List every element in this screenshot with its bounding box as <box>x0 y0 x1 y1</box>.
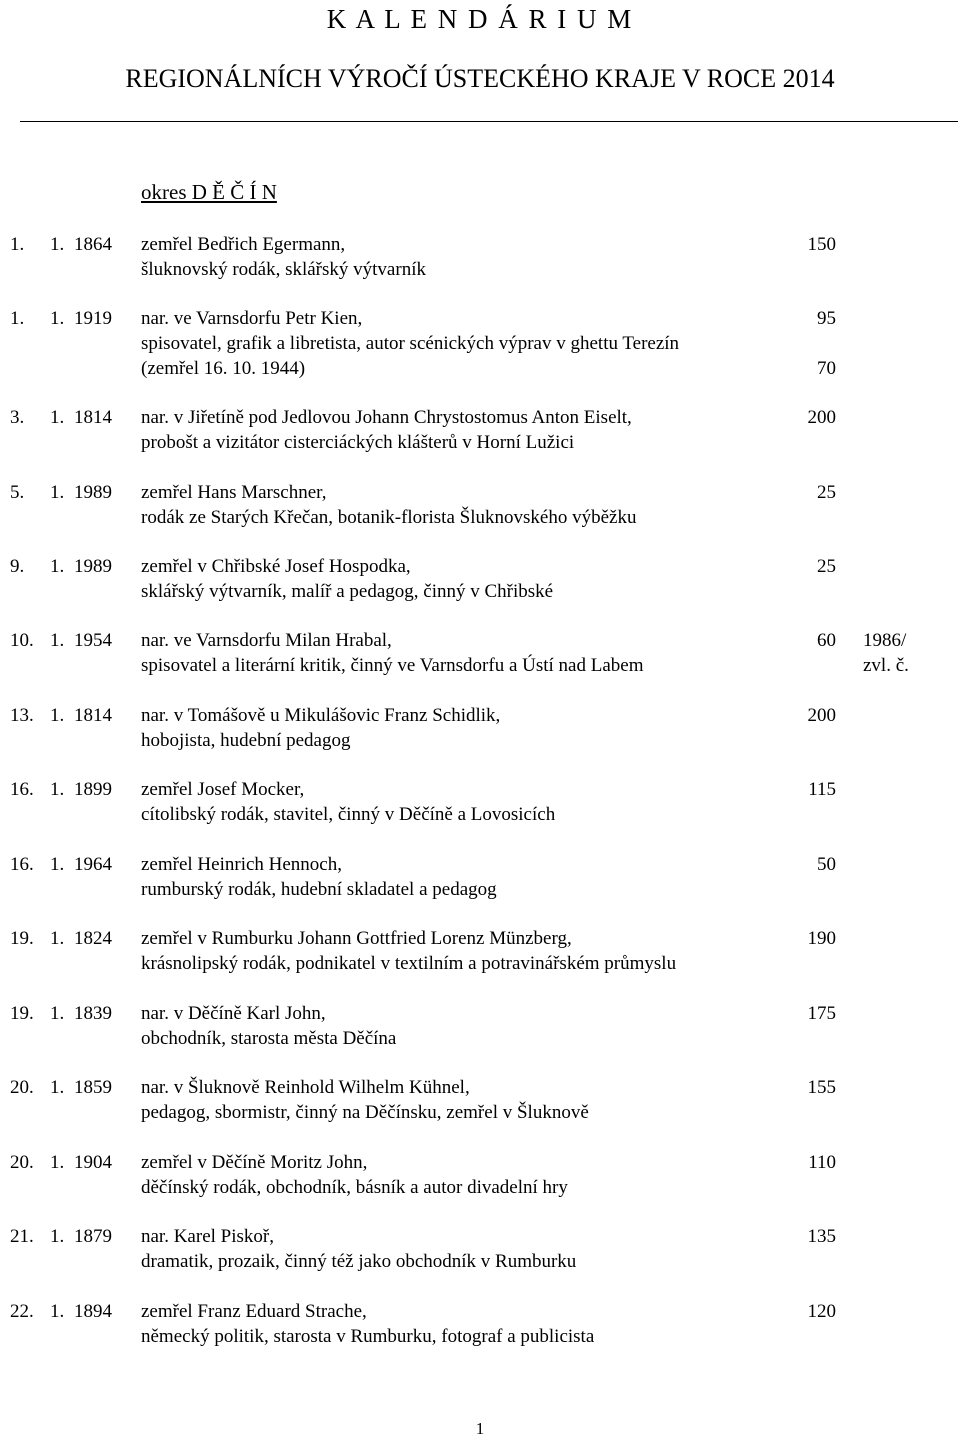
entry-month: 1. <box>50 1152 65 1173</box>
entry-reference: 1986/ <box>863 630 907 651</box>
entry-description: probošt a vizitátor cisterciáckých klášterů v Horní Lužici <box>141 432 575 453</box>
entry-reference-detail: zvl. č. <box>863 655 909 676</box>
entry-anniversary-years: 25 <box>817 482 836 503</box>
entry-anniversary-years: 120 <box>807 1301 836 1322</box>
calendar-entry <box>0 777 960 833</box>
entry-anniversary-years: 115 <box>808 779 836 800</box>
entry-description: spisovatel, grafik a libretista, autor scénických výprav v ghettu Terezín <box>141 333 680 354</box>
entry-event: nar. v Jiřetíně pod Jedlovou Johann Chrystostomus Anton Eiselt, <box>141 407 632 428</box>
entry-day: 1. <box>10 234 25 255</box>
entry-anniversary-years: 200 <box>807 407 836 428</box>
calendar-entry <box>0 306 960 379</box>
entry-description: spisovatel a literární kritik, činný ve Varnsdorfu a Ústí nad Labem <box>141 655 644 676</box>
entry-description: šluknovský rodák, sklářský výtvarník <box>141 259 426 280</box>
entry-anniversary-years: 25 <box>817 556 836 577</box>
entry-event: nar. v Děčíně Karl John, <box>141 1003 326 1024</box>
entry-description: krásnolipský rodák, podnikatel v textilním a potravinářském průmyslu <box>141 953 677 974</box>
entry-day: 16. <box>10 854 34 875</box>
entry-anniversary-years: 150 <box>807 234 836 255</box>
entry-day: 16. <box>10 779 34 800</box>
entry-month: 1. <box>50 705 65 726</box>
page-number: 1 <box>475 1419 485 1438</box>
entry-anniversary-years-secondary: 70 <box>817 358 836 379</box>
calendar-entry <box>0 405 960 461</box>
entry-month: 1. <box>50 1226 65 1247</box>
entry-anniversary-years: 110 <box>808 1152 836 1173</box>
entry-year: 1989 <box>74 482 112 503</box>
entry-event: zemřel Josef Mocker, <box>141 779 305 800</box>
entry-month: 1. <box>50 308 65 329</box>
entry-event: nar. v Šluknově Reinhold Wilhelm Kühnel, <box>141 1077 470 1098</box>
entry-day: 20. <box>10 1152 34 1173</box>
entry-event: nar. ve Varnsdorfu Milan Hrabal, <box>141 630 392 651</box>
entry-description: rodák ze Starých Křečan, botanik-florista Šluknovského výběžku <box>141 507 637 528</box>
entry-year: 1964 <box>74 854 112 875</box>
entry-month: 1. <box>50 854 65 875</box>
entry-anniversary-years: 190 <box>807 928 836 949</box>
entry-year: 1894 <box>74 1301 112 1322</box>
entry-year: 1899 <box>74 779 112 800</box>
entry-event: nar. Karel Piskoř, <box>141 1226 274 1247</box>
calendar-entry <box>0 628 960 684</box>
entry-day: 1. <box>10 308 25 329</box>
entry-anniversary-years: 200 <box>807 705 836 726</box>
entry-month: 1. <box>50 1003 65 1024</box>
document-title: K A L E N D Á R I U M <box>326 4 634 34</box>
entry-month: 1. <box>50 630 65 651</box>
entry-day: 19. <box>10 1003 34 1024</box>
entry-description: cítolibský rodák, stavitel, činný v Děčíně a Lovosicích <box>141 804 556 825</box>
calendar-entry <box>0 1299 960 1355</box>
entry-month: 1. <box>50 1301 65 1322</box>
entry-description: německý politik, starosta v Rumburku, fotograf a publicista <box>141 1326 595 1347</box>
entry-year: 1879 <box>74 1226 112 1247</box>
entry-month: 1. <box>50 556 65 577</box>
entry-year: 1904 <box>74 1152 112 1173</box>
entry-month: 1. <box>50 928 65 949</box>
entry-year: 1839 <box>74 1003 112 1024</box>
entry-month: 1. <box>50 407 65 428</box>
entry-year: 1954 <box>74 630 112 651</box>
entry-description: pedagog, sbormistr, činný na Děčínsku, zemřel v Šluknově <box>141 1102 589 1123</box>
entry-day: 19. <box>10 928 34 949</box>
entry-event: zemřel Hans Marschner, <box>141 482 327 503</box>
entry-month: 1. <box>50 779 65 800</box>
calendar-entry <box>0 1224 960 1280</box>
entry-year: 1864 <box>74 234 112 255</box>
calendar-entry <box>0 1001 960 1057</box>
entry-anniversary-years: 175 <box>807 1003 836 1024</box>
entry-event: zemřel v Děčíně Moritz John, <box>141 1152 368 1173</box>
entry-year: 1989 <box>74 556 112 577</box>
calendar-entry <box>0 554 960 610</box>
entry-anniversary-years: 95 <box>817 308 836 329</box>
entry-day: 20. <box>10 1077 34 1098</box>
entry-event: zemřel v Chřibské Josef Hospodka, <box>141 556 411 577</box>
entry-note-line: (zemřel 16. 10. 1944) <box>141 358 306 379</box>
calendar-entry <box>0 480 960 536</box>
entry-event: zemřel v Rumburku Johann Gottfried Lorenz Münzberg, <box>141 928 572 949</box>
calendar-entry <box>0 232 960 288</box>
entry-day: 22. <box>10 1301 34 1322</box>
entry-year: 1814 <box>74 407 112 428</box>
entry-description: rumburský rodák, hudební skladatel a pedagog <box>141 879 497 900</box>
document-subtitle: REGIONÁLNÍCH VÝROČÍ ÚSTECKÉHO KRAJE V ROCE 2014 <box>125 64 835 93</box>
entry-description: sklářský výtvarník, malíř a pedagog, činný v Chřibské <box>141 581 554 602</box>
entry-anniversary-years: 60 <box>817 630 836 651</box>
header-divider <box>20 121 958 122</box>
calendar-entry <box>0 1075 960 1131</box>
entry-event: nar. ve Varnsdorfu Petr Kien, <box>141 308 363 329</box>
entry-month: 1. <box>50 234 65 255</box>
entry-day: 3. <box>10 407 25 428</box>
entry-anniversary-years: 50 <box>817 854 836 875</box>
entry-day: 13. <box>10 705 34 726</box>
entry-year: 1824 <box>74 928 112 949</box>
entry-event: zemřel Heinrich Hennoch, <box>141 854 342 875</box>
entry-day: 10. <box>10 630 34 651</box>
district-heading: okres D Ě Č Í N <box>141 180 277 204</box>
calendar-entry <box>0 926 960 982</box>
entry-anniversary-years: 135 <box>807 1226 836 1247</box>
entry-day: 9. <box>10 556 25 577</box>
entry-day: 5. <box>10 482 25 503</box>
entry-year: 1919 <box>74 308 112 329</box>
entry-year: 1814 <box>74 705 112 726</box>
entry-anniversary-years: 155 <box>807 1077 836 1098</box>
calendar-entry <box>0 703 960 759</box>
entry-description: dramatik, prozaik, činný též jako obchodník v Rumburku <box>141 1251 577 1272</box>
entry-description: obchodník, starosta města Děčína <box>141 1028 397 1049</box>
entry-month: 1. <box>50 1077 65 1098</box>
entry-month: 1. <box>50 482 65 503</box>
entry-day: 21. <box>10 1226 34 1247</box>
entry-event: nar. v Tomášově u Mikulášovic Franz Schidlik, <box>141 705 501 726</box>
entry-event: zemřel Franz Eduard Strache, <box>141 1301 367 1322</box>
calendar-entry <box>0 1150 960 1206</box>
entry-description: děčínský rodák, obchodník, básník a autor divadelní hry <box>141 1177 568 1198</box>
calendar-entry <box>0 852 960 908</box>
entry-event: zemřel Bedřich Egermann, <box>141 234 346 255</box>
entry-year: 1859 <box>74 1077 112 1098</box>
entry-description: hobojista, hudební pedagog <box>141 730 351 751</box>
